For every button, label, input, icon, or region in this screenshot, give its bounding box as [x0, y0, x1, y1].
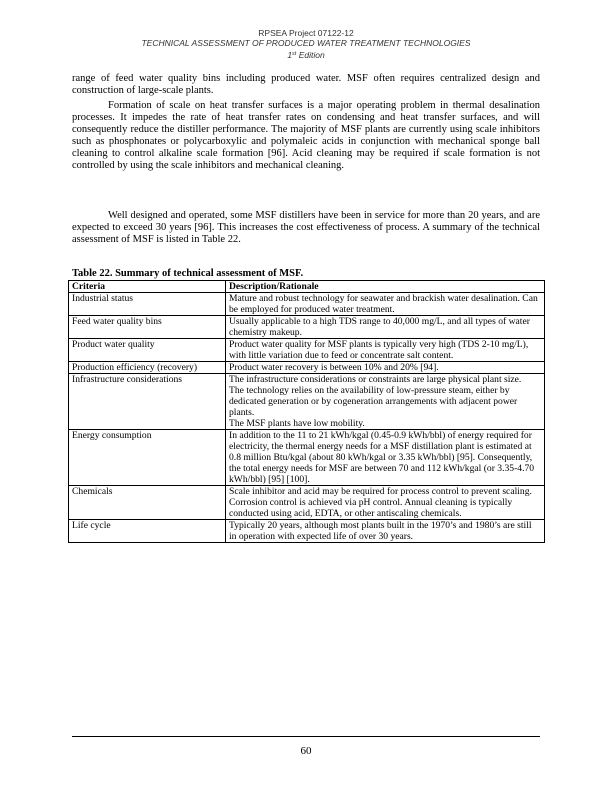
table-header-row	[69, 281, 545, 293]
table-row	[69, 316, 545, 339]
table-title: Table 22. Summary of technical assessment of MSF.	[72, 268, 304, 279]
table-row	[69, 293, 545, 316]
header-edition	[0, 49, 612, 60]
description-cell	[226, 520, 545, 543]
criteria-cell: Production efficiency (recovery)	[69, 362, 226, 374]
description-cell	[226, 374, 545, 430]
assessment-table	[68, 280, 545, 543]
description-line: The MSF plants have low mobility.	[229, 418, 365, 429]
description-cell	[226, 339, 545, 362]
table-row	[69, 362, 545, 374]
table-body	[69, 293, 545, 543]
description-line: Product water quality for MSF plants is typically very high (TDS 2-10 mg/L), with little variation due to feed or concentrate salt content.	[229, 339, 529, 361]
description-cell	[226, 486, 545, 520]
paragraph-scale-formation	[72, 100, 540, 173]
paragraph-service-life	[72, 210, 540, 246]
table-row	[69, 520, 545, 543]
criteria-cell: Product water quality	[69, 339, 226, 362]
description-cell	[226, 430, 545, 486]
header-description: Description/Rationale	[226, 281, 545, 293]
criteria-cell: Feed water quality bins	[69, 316, 226, 339]
table-row	[69, 486, 545, 520]
edition-label: Edition	[296, 50, 325, 60]
header-criteria: Criteria	[69, 281, 226, 293]
description-line: Usually applicable to a high TDS range to 40,000 mg/L, and all types of water chemistry makeup.	[229, 316, 530, 338]
paragraph-continuation	[72, 73, 540, 97]
description-line: In addition to the 11 to 21 kWh/kgal (0.45-0.9 kWh/bbl) of energy required for electricity, the thermal energy needs for a MSF distillation plant is estimated at 0.8 million Btu/kgal (about 80 kWh/kgal or 3.35 kWh/bbl) [95]. Consequently, the total energy needs for MSF are between 70 and 112 kWh/kgal (or 3.35-4.70 kWh/bbl) [95] [100].	[229, 430, 535, 485]
criteria-cell: Chemicals	[69, 486, 226, 520]
header-project: RPSEA Project 07122-12	[258, 28, 354, 38]
paragraph-text: range of feed water quality bins including produced water. MSF often requires centralized design and construction of large-scale plants.	[72, 73, 540, 97]
description-cell	[226, 316, 545, 339]
criteria-cell: Energy consumption	[69, 430, 226, 486]
description-line: Product water recovery is between 10% and 20% [94].	[229, 362, 439, 373]
description-line: The infrastructure considerations or constraints are large physical plant size.	[229, 374, 522, 385]
table-row	[69, 374, 545, 430]
paragraph-text: Formation of scale on heat transfer surfaces is a major operating problem in thermal desalination processes. It impedes the rate of heat transfer rates on condensing and heat transfer surfaces, and will consequently reduce the distiller performance. The majority of MSF plants are currently using scale inhibitors such as phosphonates or polycarboxylic and polymaleic acids in conjunction with mechanical sponge ball cleaning to control alkaline scale formation [96]. Acid cleaning may be required if scale formation is not controlled by using the scale inhibitors and mechanical cleaning.	[72, 100, 540, 172]
description-line: Scale inhibitor and acid may be required for process control to prevent scaling. Corrosion control is achieved via pH control. Annual cleaning is typically conducted using acid, EDTA, or other antiscaling chemicals.	[229, 486, 532, 519]
table-row	[69, 339, 545, 362]
description-cell	[226, 362, 545, 374]
edition-suffix: st	[292, 51, 297, 57]
description-line: Typically 20 years, although most plants built in the 1970’s and 1980’s are still in operation with expected life of over 30 years.	[229, 520, 532, 542]
footer-divider	[72, 736, 540, 737]
description-line: The technology relies on the availability of low-pressure steam, either by dedicated generation or by cogeneration arrangements with adjacent power plants.	[229, 385, 518, 418]
description-line: Mature and robust technology for seawater and brackish water desalination. Can be employed for produced water treatment.	[229, 293, 538, 315]
table-row	[69, 430, 545, 486]
description-cell	[226, 293, 545, 316]
paragraph-text: Well designed and operated, some MSF distillers have been in service for more than 20 years, and are expected to exceed 30 years [96]. This increases the cost effectiveness of process. A summary of the technical assessment of MSF is listed in Table 22.	[72, 210, 540, 246]
page-number: 60	[300, 745, 312, 757]
criteria-cell: Infrastructure considerations	[69, 374, 226, 430]
edition-number: 1	[287, 50, 293, 60]
criteria-cell: Industrial status	[69, 293, 226, 316]
criteria-cell: Life cycle	[69, 520, 226, 543]
header-title: TECHNICAL ASSESSMENT OF PRODUCED WATER TREATMENT TECHNOLOGIES	[141, 38, 471, 48]
